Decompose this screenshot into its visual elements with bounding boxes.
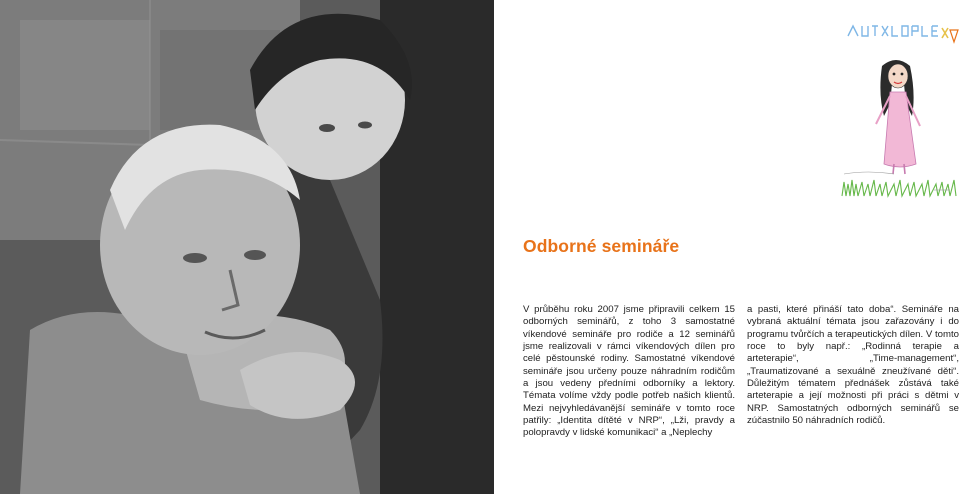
child-drawing [838,24,960,202]
page-title: Odborné semináře [523,236,680,256]
body-column-2: a pasti, které přináší tato doba“. Semináře na vybraná aktuální témata jsou zařazovány i do programu tvůrčích a terapeutických dílen. V tomto roce to byly např.: „Rodinná terapie a arteterapie“, „Time-management“, „Traumatizované a sexuálně zneužívané děti“. Důležitým tématem přednášek zůstává také arteterapie a její možnosti při práci s dětmi v NRP. Samostatných odborných seminářů se zúčastnilo 50 náhradních rodičů. [747,304,959,427]
body-column-1: V průběhu roku 2007 jsme připravili celkem 15 odborných seminářů, z toho 3 samostatné víkendové semináře pro rodiče a 12 seminářů jsme realizovali v rámci víkendových dílen pro celé pěstounské rodiny. Samostatné víkendové semináře jsou určeny pouze náhradním rodičům a jsou vedeny předními odborníky a lektory. Témata volíme vždy podle potřeb našich klientů. Mezi nejvyhledávanější semináře v tomto roce patřily: „Identita dítěté v NRP“, „Lži, pravdy a polopravdy v lidské komunikaci“ a „Neplechy [523,304,735,439]
